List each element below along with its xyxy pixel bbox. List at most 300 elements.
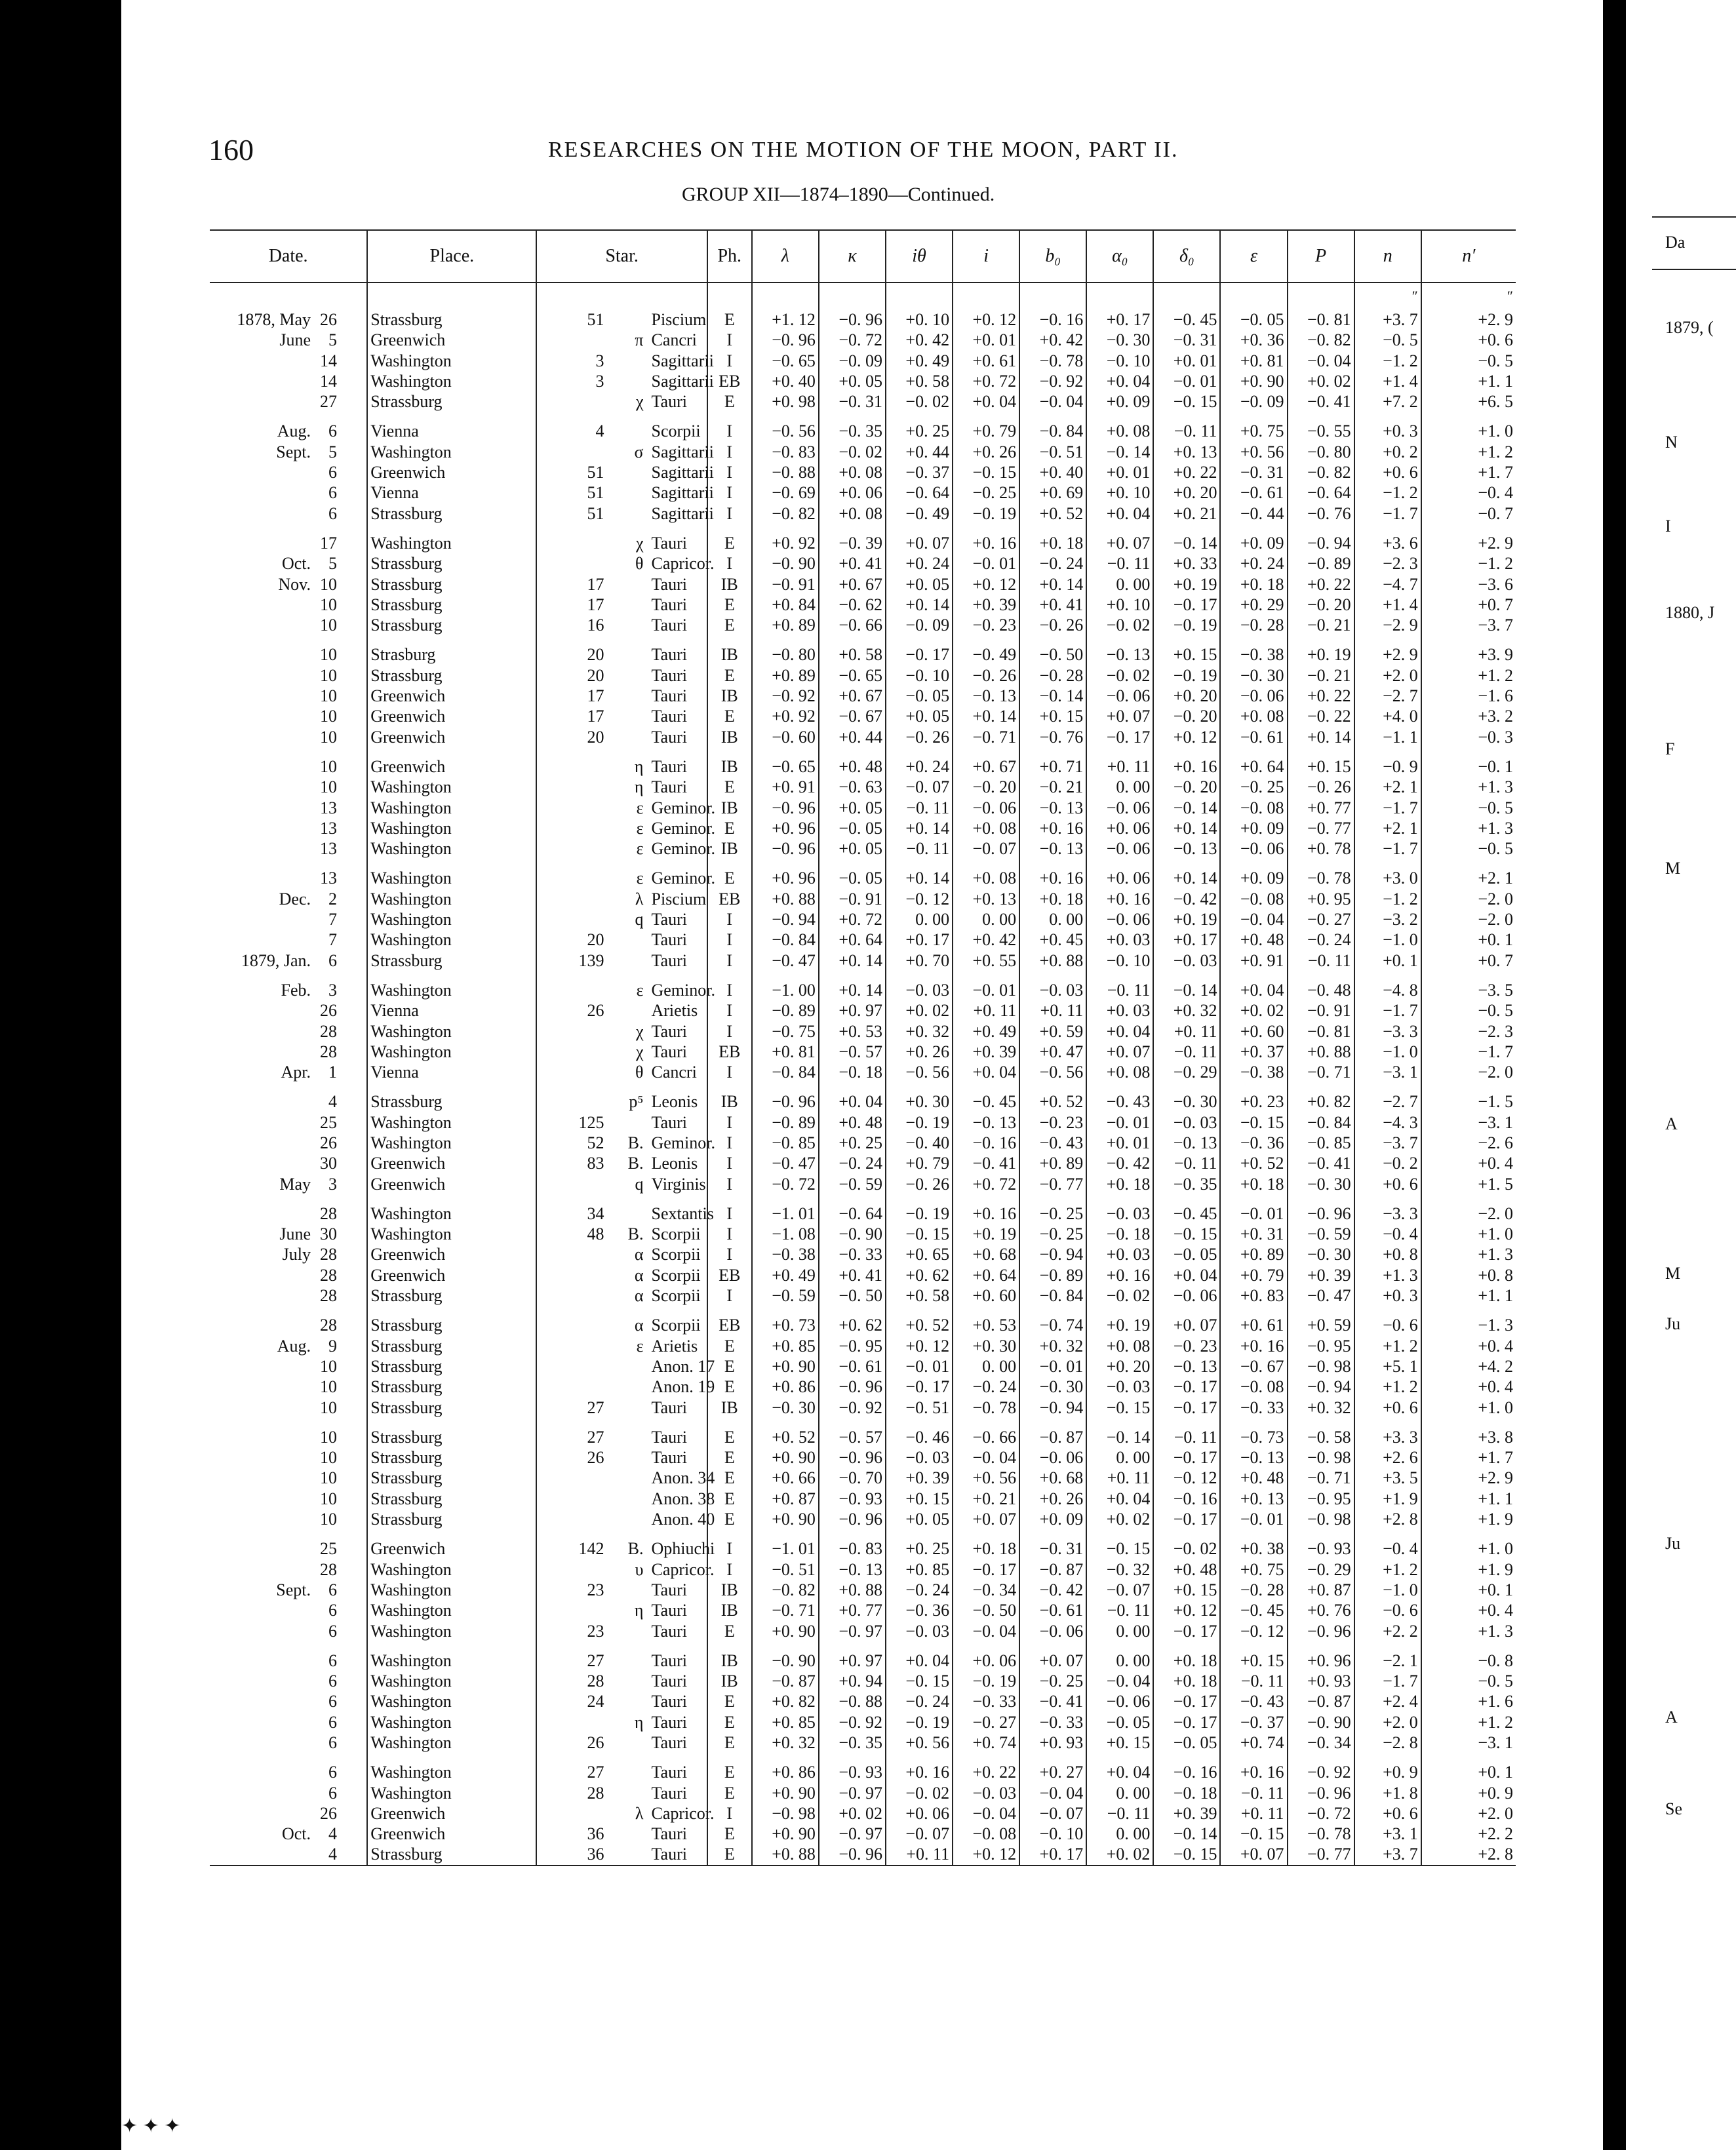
value-cell: +2. 9 [1421, 1468, 1516, 1488]
star-name: Capricor. [651, 554, 715, 574]
star-name: Arietis [651, 1001, 698, 1021]
place-cell: Vienna [367, 421, 536, 441]
date-cell [210, 1153, 367, 1173]
value-cell: +0. 12 [886, 1336, 953, 1356]
date-month: Apr. [281, 1063, 311, 1082]
phase-cell: E [707, 1824, 752, 1844]
value-cell: −0. 26 [1019, 615, 1086, 635]
date-day: 1 [328, 1063, 337, 1082]
table-row [210, 818, 1516, 838]
value-cell: −0. 59 [752, 1285, 819, 1306]
gap-cell [1153, 635, 1220, 644]
value-cell: +0. 58 [886, 1285, 953, 1306]
phase-cell: I [707, 909, 752, 929]
place-cell: Strassburg [367, 1468, 536, 1488]
phase-cell: I [707, 1559, 752, 1580]
value-cell: +0. 2 [1354, 442, 1421, 462]
value-cell: −0. 31 [1153, 330, 1220, 350]
value-cell: −0. 76 [1019, 727, 1086, 747]
value-cell: −0. 15 [1086, 1398, 1153, 1418]
gap-cell [1421, 1306, 1516, 1315]
value-cell: +0. 06 [819, 482, 886, 503]
star-cell [536, 1000, 707, 1021]
value-cell: −0. 84 [752, 1062, 819, 1082]
gap-cell [536, 524, 707, 533]
date-cell [210, 1762, 367, 1782]
table-row [210, 1265, 1516, 1285]
observations-table [210, 229, 1516, 1866]
value-cell: −0. 37 [886, 462, 953, 482]
place-cell: Strassburg [367, 1377, 536, 1397]
value-cell: +0. 12 [953, 1844, 1019, 1865]
value-cell: +1. 4 [1354, 595, 1421, 615]
star-number: 125 [578, 1112, 604, 1132]
value-cell: +2. 9 [1354, 644, 1421, 665]
value-cell: −0. 06 [1086, 909, 1153, 929]
value-cell: +0. 15 [886, 1489, 953, 1509]
value-cell: +1. 4 [1354, 371, 1421, 391]
value-cell: −0. 88 [819, 1691, 886, 1711]
group-gap [210, 859, 1516, 868]
star-cell [536, 1580, 707, 1600]
star-name: Tauri [651, 727, 687, 747]
star-symbol: υ [635, 1559, 644, 1579]
star-number: 17 [587, 574, 604, 594]
value-cell: −0. 40 [886, 1133, 953, 1153]
value-cell: −0. 59 [1288, 1224, 1354, 1244]
value-cell: −0. 13 [1220, 1447, 1287, 1468]
value-cell: +0. 20 [1086, 1356, 1153, 1377]
star-cell [536, 889, 707, 909]
date-day: 5 [328, 554, 337, 574]
phase-cell: I [707, 1112, 752, 1133]
star-name: Tauri [651, 1580, 687, 1599]
facing-page-label: Ju [1665, 1534, 1681, 1553]
value-cell: −1. 7 [1354, 503, 1421, 524]
value-cell: +0. 69 [1019, 482, 1086, 503]
gap-cell [367, 1418, 536, 1427]
value-cell: −0. 41 [1288, 391, 1354, 412]
value-cell: −0. 43 [1220, 1691, 1287, 1711]
unit-cell [367, 283, 536, 309]
value-cell: −0. 55 [1288, 421, 1354, 441]
date-day: 10 [320, 595, 337, 614]
phase-cell: IB [707, 1580, 752, 1600]
place-cell: Strassburg [367, 391, 536, 412]
star-cell [536, 727, 707, 747]
value-cell: +0. 37 [1220, 1042, 1287, 1062]
gap-cell [536, 412, 707, 421]
date-day: 10 [320, 574, 337, 594]
value-cell: −0. 26 [953, 665, 1019, 686]
date-cell [210, 756, 367, 777]
table-row [210, 330, 1516, 350]
value-cell: −0. 84 [1019, 1285, 1086, 1306]
value-cell: +0. 14 [819, 980, 886, 1000]
value-cell: −0. 97 [819, 1621, 886, 1641]
gap-cell [1153, 1641, 1220, 1651]
facing-page-label: Se [1665, 1799, 1682, 1818]
value-cell: +0. 48 [819, 1112, 886, 1133]
value-cell: +0. 05 [886, 574, 953, 595]
star-number: 3 [595, 371, 604, 391]
value-cell: −1. 08 [752, 1224, 819, 1244]
star-cell [536, 706, 707, 726]
date-cell [210, 442, 367, 462]
value-cell: −0. 50 [819, 1285, 886, 1306]
value-cell: +0. 73 [752, 1315, 819, 1335]
value-cell: +0. 9 [1421, 1783, 1516, 1803]
value-cell: −2. 6 [1421, 1133, 1516, 1153]
value-cell: −0. 30 [1153, 1091, 1220, 1112]
gap-cell [1153, 859, 1220, 868]
value-cell: +5. 1 [1354, 1356, 1421, 1377]
value-cell: −0. 06 [1086, 1691, 1153, 1711]
value-cell: −0. 71 [752, 1600, 819, 1620]
value-cell: +0. 92 [752, 533, 819, 553]
place-cell: Washington [367, 1112, 536, 1133]
place-cell: Washington [367, 1621, 536, 1641]
gap-cell [1288, 1641, 1354, 1651]
date-cell [210, 1621, 367, 1641]
gap-cell [367, 1753, 536, 1762]
gap-cell [1019, 1753, 1086, 1762]
value-cell: −0. 87 [752, 1671, 819, 1691]
value-cell: −0. 47 [752, 950, 819, 971]
star-name: Anon. 34 [651, 1468, 715, 1488]
value-cell: +0. 16 [1019, 818, 1086, 838]
value-cell: −0. 31 [819, 391, 886, 412]
value-cell: −0. 20 [1153, 706, 1220, 726]
gap-cell [1421, 1418, 1516, 1427]
value-cell: +0. 22 [1153, 462, 1220, 482]
star-name: Sextantis [651, 1203, 714, 1223]
value-cell: +0. 12 [953, 309, 1019, 330]
star-cell [536, 1133, 715, 1153]
value-cell: −0. 25 [1019, 1224, 1086, 1244]
star-name: Tauri [651, 1671, 687, 1691]
star-cell [536, 1398, 707, 1418]
value-cell: +1. 8 [1354, 1783, 1421, 1803]
value-cell: −1. 6 [1421, 686, 1516, 706]
table-row [210, 1621, 1516, 1641]
value-cell: −0. 39 [819, 533, 886, 553]
value-cell: +0. 18 [1220, 574, 1287, 595]
star-name: Tauri [651, 595, 687, 614]
value-cell: −0. 51 [1019, 442, 1086, 462]
gap-cell [953, 1641, 1019, 1651]
date-day: 6 [328, 1580, 337, 1599]
value-cell: +0. 97 [819, 1000, 886, 1021]
value-cell: −0. 15 [953, 462, 1019, 482]
value-cell: −0. 04 [1019, 391, 1086, 412]
value-cell: +0. 08 [819, 503, 886, 524]
star-cell [536, 503, 714, 524]
value-cell: +0. 02 [886, 1000, 953, 1021]
value-cell: +2. 0 [1354, 1712, 1421, 1732]
value-cell: −0. 15 [1153, 391, 1220, 412]
value-cell: −0. 61 [1019, 1600, 1086, 1620]
date-cell [210, 706, 367, 726]
running-title: RESEARCHES ON THE MOTION OF THE MOON, PART II. [548, 138, 1179, 162]
star-name: Piscium [651, 889, 707, 909]
value-cell: −0. 01 [953, 980, 1019, 1000]
value-cell: −0. 94 [1288, 1377, 1354, 1397]
value-cell: −0. 93 [1288, 1538, 1354, 1559]
place-cell: Washington [367, 1712, 536, 1732]
table-row [210, 777, 1516, 797]
date-day: 7 [328, 930, 337, 950]
value-cell: +0. 90 [752, 1447, 819, 1468]
place-cell: Washington [367, 909, 536, 929]
value-cell: +0. 19 [953, 1224, 1019, 1244]
date-day: 10 [320, 1448, 337, 1468]
date-day: 30 [320, 1154, 337, 1173]
value-cell: −0. 98 [1288, 1509, 1354, 1529]
value-cell: −0. 72 [752, 1174, 819, 1194]
phase-cell: E [707, 1691, 752, 1711]
star-number: 20 [587, 930, 604, 950]
gap-cell [886, 1194, 953, 1203]
value-cell: −0. 17 [1153, 1621, 1220, 1641]
value-cell: +0. 10 [1086, 482, 1153, 503]
value-cell: −0. 56 [752, 421, 819, 441]
gap-cell [1288, 412, 1354, 421]
date-cell [210, 686, 367, 706]
date-day: 14 [320, 351, 337, 370]
value-cell: +0. 31 [1220, 1224, 1287, 1244]
date-cell [210, 1244, 367, 1264]
star-cell [536, 1509, 715, 1529]
star-cell [536, 615, 707, 635]
value-cell: +0. 02 [1288, 371, 1354, 391]
value-cell: +0. 01 [1153, 351, 1220, 371]
star-number: 51 [587, 483, 604, 503]
value-cell: −1. 00 [752, 980, 819, 1000]
value-cell: −0. 14 [1153, 980, 1220, 1000]
value-cell: +0. 15 [1019, 706, 1086, 726]
gap-cell [1153, 1529, 1220, 1538]
table-row [210, 1356, 1516, 1377]
phase-cell: I [707, 1174, 752, 1194]
value-cell: −0. 24 [1288, 929, 1354, 950]
phase-cell: E [707, 1509, 752, 1529]
gap-cell [1019, 1418, 1086, 1427]
phase-cell: I [707, 482, 752, 503]
gap-cell [1288, 1194, 1354, 1203]
value-cell: +0. 91 [752, 777, 819, 797]
star-number: 48 [587, 1224, 604, 1244]
star-number: 83 [587, 1154, 604, 1173]
place-cell: Strassburg [367, 574, 536, 595]
date-day: 6 [328, 463, 337, 482]
value-cell: +1. 0 [1421, 1538, 1516, 1559]
value-cell: +0. 19 [1288, 644, 1354, 665]
value-cell: −0. 19 [886, 1712, 953, 1732]
star-name: Scorpii [651, 421, 701, 441]
value-cell: −0. 95 [1288, 1489, 1354, 1509]
phase-cell: I [707, 421, 752, 441]
value-cell: +0. 72 [953, 371, 1019, 391]
value-cell: +0. 16 [953, 533, 1019, 553]
gap-cell [1354, 859, 1421, 868]
value-cell: +0. 03 [1086, 929, 1153, 950]
star-number: 26 [587, 1733, 604, 1752]
date-cell [210, 574, 367, 595]
gap-cell [886, 1753, 953, 1762]
value-cell: +0. 16 [886, 1762, 953, 1782]
value-cell: −0. 19 [886, 1203, 953, 1224]
value-cell: −0. 30 [1220, 665, 1287, 686]
value-cell: +0. 24 [1220, 553, 1287, 574]
gap-cell [1153, 747, 1220, 756]
date-cell [210, 909, 367, 929]
table-row [210, 1762, 1516, 1782]
value-cell: +0. 18 [1153, 1671, 1220, 1691]
phase-cell: I [707, 950, 752, 971]
gap-cell [367, 412, 536, 421]
value-cell: −0. 9 [1354, 756, 1421, 777]
star-cell [536, 1285, 707, 1306]
unit-cell [707, 283, 752, 309]
value-cell: +0. 04 [886, 1651, 953, 1671]
table-row [210, 351, 1516, 371]
place-cell: Vienna [367, 1062, 536, 1082]
column-header: δ₀ [1153, 230, 1220, 283]
star-cell [536, 909, 707, 929]
value-cell: +0. 6 [1354, 1398, 1421, 1418]
date-cell [210, 1112, 367, 1133]
place-cell: Strassburg [367, 553, 536, 574]
gap-cell [707, 1641, 752, 1651]
unit-cell [819, 283, 886, 309]
star-cell [536, 391, 707, 412]
gap-cell [1220, 971, 1287, 980]
phase-cell: E [707, 665, 752, 686]
place-cell: Vienna [367, 1000, 536, 1021]
value-cell: +2. 1 [1354, 777, 1421, 797]
gap-cell [819, 1194, 886, 1203]
value-cell: −0. 17 [1153, 1712, 1220, 1732]
gap-cell [752, 524, 819, 533]
star-name: Tauri [651, 616, 687, 635]
phase-cell: EB [707, 371, 752, 391]
value-cell: −0. 77 [1019, 1174, 1086, 1194]
date-cell [210, 595, 367, 615]
star-name: Tauri [651, 1112, 687, 1132]
date-day: 28 [320, 1021, 337, 1041]
gap-cell [752, 1082, 819, 1091]
date-cell [210, 1509, 367, 1529]
place-cell: Vienna [367, 482, 536, 503]
value-cell: −0. 5 [1421, 1000, 1516, 1021]
value-cell: +3. 2 [1421, 706, 1516, 726]
value-cell: −3. 3 [1354, 1021, 1421, 1042]
gap-cell [536, 1529, 707, 1538]
place-cell: Strassburg [367, 665, 536, 686]
value-cell: +0. 74 [1220, 1732, 1287, 1753]
value-cell: −0. 4 [1354, 1538, 1421, 1559]
value-cell: +0. 07 [1019, 1651, 1086, 1671]
phase-cell: I [707, 442, 752, 462]
gap-cell [1086, 1306, 1153, 1315]
gap-cell [752, 747, 819, 756]
value-cell: +3. 8 [1421, 1427, 1516, 1447]
value-cell: −0. 38 [1220, 644, 1287, 665]
value-cell: −0. 08 [1220, 1377, 1287, 1397]
value-cell: +0. 32 [1019, 1336, 1086, 1356]
value-cell: −0. 29 [1153, 1062, 1220, 1082]
star-cell [536, 1042, 707, 1062]
value-cell: −0. 13 [1153, 1356, 1220, 1377]
star-name: Tauri [651, 1692, 687, 1711]
gap-cell [536, 859, 707, 868]
value-cell: −0. 46 [886, 1427, 953, 1447]
value-cell: +0. 30 [953, 1336, 1019, 1356]
star-name: Scorpii [651, 1286, 701, 1306]
value-cell: −0. 96 [1288, 1621, 1354, 1641]
star-number: 27 [587, 1651, 604, 1670]
star-symbol: q [635, 1174, 644, 1194]
value-cell: −0. 29 [1288, 1559, 1354, 1580]
column-header: Star. [536, 230, 707, 283]
value-cell: −0. 11 [1153, 1427, 1220, 1447]
value-cell: +0. 6 [1354, 1174, 1421, 1194]
phase-cell: I [707, 1000, 752, 1021]
value-cell: −0. 96 [819, 1509, 886, 1529]
value-cell: −0. 33 [1220, 1398, 1287, 1418]
value-cell: −0. 73 [1220, 1427, 1287, 1447]
value-cell: −0. 11 [1153, 1042, 1220, 1062]
gap-cell [536, 1753, 707, 1762]
star-name: Sagittarii [651, 351, 714, 370]
gap-cell [210, 1418, 367, 1427]
star-cell [536, 482, 714, 503]
star-cell [536, 553, 715, 574]
value-cell: −0. 20 [1153, 777, 1220, 797]
gap-cell [1220, 747, 1287, 756]
value-cell: +0. 18 [953, 1538, 1019, 1559]
table-row [210, 574, 1516, 595]
value-cell: −0. 15 [1220, 1112, 1287, 1133]
value-cell: +0. 07 [1153, 1315, 1220, 1335]
value-cell: −0. 62 [819, 595, 886, 615]
value-cell: +0. 53 [819, 1021, 886, 1042]
value-cell: +0. 17 [886, 929, 953, 950]
place-cell: Washington [367, 1762, 536, 1782]
value-cell: +0. 02 [819, 1803, 886, 1824]
value-cell: +0. 75 [1220, 421, 1287, 441]
phase-cell: I [707, 929, 752, 950]
value-cell: −0. 43 [1086, 1091, 1153, 1112]
star-cell [536, 1559, 715, 1580]
place-cell: Strassburg [367, 1285, 536, 1306]
gap-cell [819, 1306, 886, 1315]
star-name: Tauri [651, 1824, 687, 1844]
value-cell: +0. 16 [1220, 1762, 1287, 1782]
value-cell: −0. 12 [1220, 1621, 1287, 1641]
star-name: Tauri [651, 1398, 687, 1417]
value-cell: −3. 5 [1421, 980, 1516, 1000]
value-cell: −0. 13 [953, 686, 1019, 706]
star-name: Sagittarii [651, 503, 714, 523]
value-cell: +0. 88 [752, 889, 819, 909]
phase-cell: E [707, 309, 752, 330]
gap-cell [210, 1529, 367, 1538]
table-row [210, 1468, 1516, 1488]
phase-cell: E [707, 595, 752, 615]
star-name: Scorpii [651, 1245, 701, 1264]
